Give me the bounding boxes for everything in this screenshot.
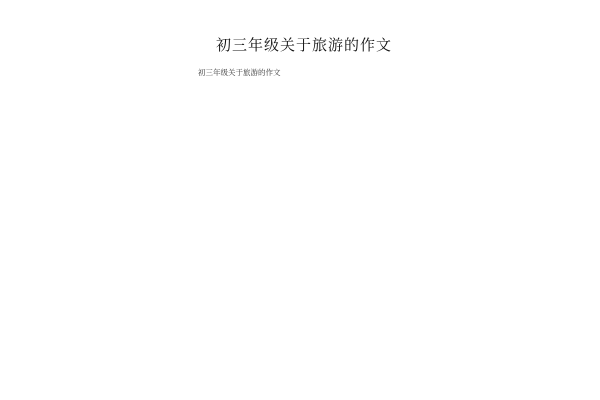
document-subtitle: 初三年级关于旅游的作文: [198, 68, 281, 77]
document-title: 初三年级关于旅游的作文: [215, 36, 392, 54]
